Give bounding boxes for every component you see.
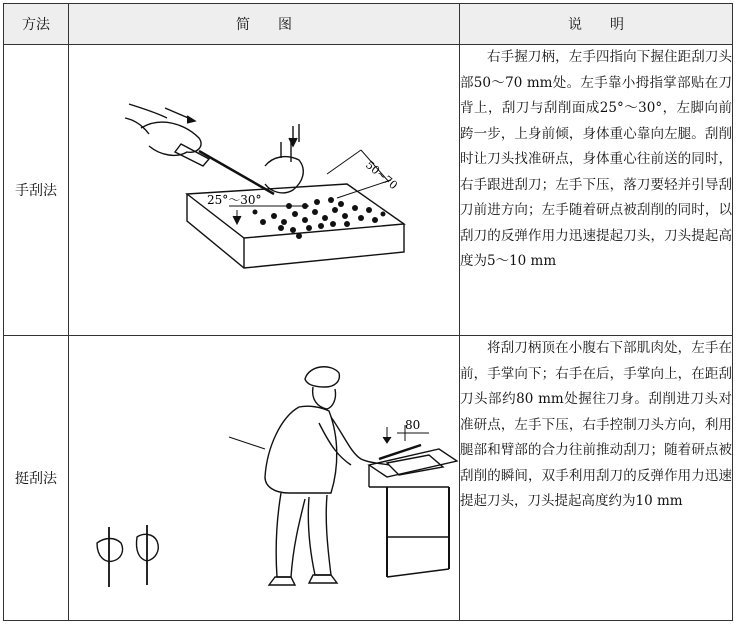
dimension-label: 50~70	[363, 157, 400, 192]
high-spots	[253, 197, 386, 239]
method-table	[3, 3, 733, 621]
header-method: 方法	[4, 4, 69, 45]
method-name: 手刮法	[4, 45, 69, 336]
hand-scraping-figure	[69, 45, 460, 336]
worker-face	[313, 387, 336, 409]
dimension-label: 80	[405, 417, 421, 432]
scraper-blade	[199, 151, 274, 194]
worker-leg-right	[308, 495, 331, 575]
header-row	[4, 4, 733, 45]
worker-cap	[305, 366, 339, 386]
description-text: 将刮刀柄顶在小腹右下部肌肉处，左手在前，手掌向下；右手在后，手掌向上，在距刮刀头部约80 mm处握往刀身。刮削进刀头对准研点，左手下压，右手控制刀头方向，利用腿部和臂部的合力往前推动刮刀；随着研点被刮削的瞬间，双手利用刮刀的反弹作用力迅速提起刀头，刀头提起高度约为10 mm	[460, 340, 732, 509]
method-name: 挺刮法	[4, 336, 69, 621]
table-row	[4, 45, 733, 336]
header-figure-label: 简图	[236, 17, 320, 33]
hand-scraping-illustration	[69, 46, 458, 335]
description-cell	[460, 45, 733, 336]
header-description	[460, 4, 733, 45]
table-row	[4, 336, 733, 621]
scraper-blade	[379, 445, 421, 459]
angle-label: 25°～30°	[207, 192, 262, 207]
header-figure	[69, 4, 460, 45]
worker-leg-left	[276, 493, 305, 577]
description-text: 右手握刀柄，左手四指向下握住距刮刀头部50～70 mm处。左手靠小拇指掌部贴在刀背上，刮刀与刮削面成25°～30°，左脚向前跨一步，上身前倾，身体重心靠向左腿。刮削时让刀头找准研点，身体重心往前送的同时，右手跟进刮刀；左手下压，落刀要轻并引导刮刀前进方向；左手随着研点被刮削的同时，以刮刀的反弹作用力迅速提起刀头，刀头提起高度为5～10 mm	[460, 49, 732, 269]
header-description-label: 说明	[568, 17, 652, 33]
description-cell	[460, 336, 733, 621]
push-scraping-illustration	[69, 337, 458, 620]
push-scraping-figure	[69, 336, 460, 621]
worker-torso	[265, 406, 337, 493]
